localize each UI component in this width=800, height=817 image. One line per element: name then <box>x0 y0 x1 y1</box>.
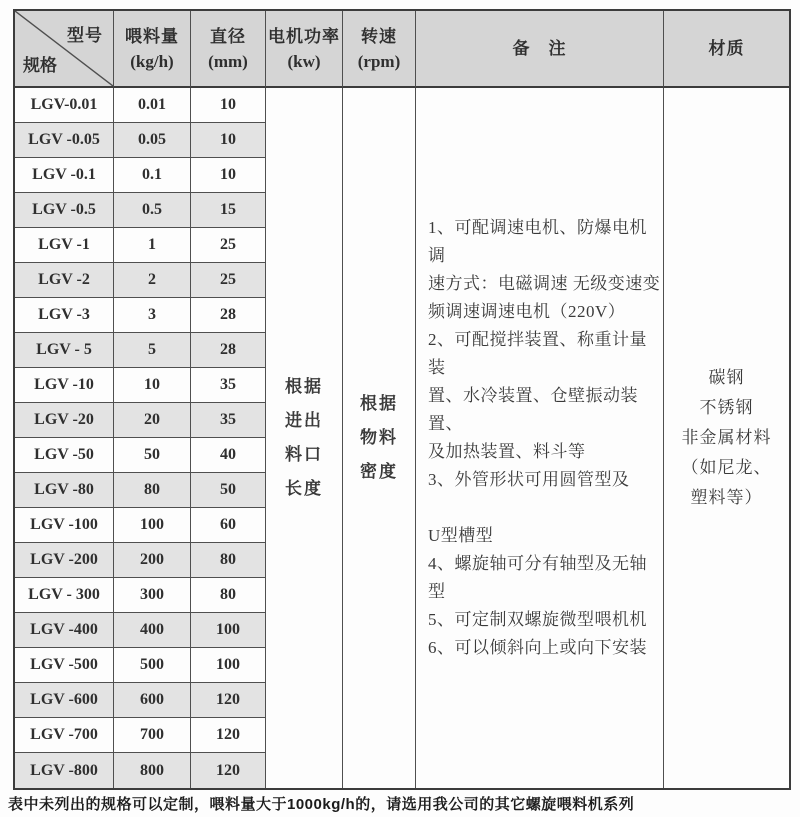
motor-power-note-line: 长度 <box>285 479 323 498</box>
model-cell: LGV -3 <box>15 298 114 333</box>
header-material <box>664 11 789 88</box>
remarks-line: 置、水冷装置、仓壁振动装置、 <box>428 386 638 433</box>
model-cell: LGV -0.5 <box>15 193 114 228</box>
remarks-line: 5、可定制双螺旋微型喂机机 <box>428 610 647 629</box>
speed-note-cell <box>343 88 416 788</box>
speed-note-line: 密度 <box>360 462 398 481</box>
diameter-cell: 10 <box>191 158 266 193</box>
model-cell: LGV -400 <box>15 613 114 648</box>
diameter-cell: 10 <box>191 88 266 123</box>
header-speed <box>343 11 416 88</box>
diameter-cell: 10 <box>191 123 266 158</box>
material-line: 非金属材料 <box>681 428 772 447</box>
remarks-line: 1、可配调速电机、防爆电机调 <box>428 218 647 265</box>
material-line: （如尼龙、 <box>681 458 772 477</box>
model-cell: LGV -50 <box>15 438 114 473</box>
header-diameter-label: 直径 <box>210 26 246 46</box>
spec-table <box>13 9 791 790</box>
diameter-cell: 80 <box>191 543 266 578</box>
remarks-line: 型 <box>428 582 446 601</box>
feed-rate-cell: 200 <box>114 543 191 578</box>
model-cell: LGV -20 <box>15 403 114 438</box>
model-cell: LGV -700 <box>15 718 114 753</box>
header-speed-unit: (rpm) <box>357 51 401 71</box>
feed-rate-cell: 300 <box>114 578 191 613</box>
footer-note: 表中未列出的规格可以定制，喂料量大于1000kg/h的，请选用我公司的其它螺旋喂料机系列 <box>8 796 635 813</box>
material-line: 塑料等） <box>690 488 763 507</box>
feed-rate-cell: 2 <box>114 263 191 298</box>
motor-power-note-cell <box>266 88 343 788</box>
header-motor-power <box>266 11 343 88</box>
feed-rate-cell: 0.01 <box>114 88 191 123</box>
model-cell: LGV - 300 <box>15 578 114 613</box>
diameter-cell: 80 <box>191 578 266 613</box>
model-cell: LGV -100 <box>15 508 114 543</box>
feed-rate-cell: 800 <box>114 753 191 788</box>
model-cell: LGV -10 <box>15 368 114 403</box>
model-cell: LGV -200 <box>15 543 114 578</box>
diameter-cell: 35 <box>191 368 266 403</box>
speed-note-line: 物料 <box>360 428 398 447</box>
header-diameter-unit: (mm) <box>208 51 248 71</box>
model-cell: LGV -600 <box>15 683 114 718</box>
remarks-line: 速方式：电磁调速 无级变速变 <box>428 274 661 293</box>
feed-rate-cell: 80 <box>114 473 191 508</box>
motor-power-note-line: 根据 <box>285 377 323 396</box>
header-feed-rate-label: 喂料量 <box>125 26 179 46</box>
diameter-cell: 35 <box>191 403 266 438</box>
model-cell: LGV -0.05 <box>15 123 114 158</box>
remarks-line: 频调速调速电机（220V） <box>428 302 626 321</box>
model-cell: LGV -500 <box>15 648 114 683</box>
remarks-cell <box>416 88 664 788</box>
diameter-cell: 25 <box>191 263 266 298</box>
diameter-cell: 28 <box>191 333 266 368</box>
remarks-line: 2、可配搅拌装置、称重计量装 <box>428 330 647 377</box>
feed-rate-cell: 700 <box>114 718 191 753</box>
feed-rate-cell: 3 <box>114 298 191 333</box>
remarks-line: U型槽型 <box>428 526 494 545</box>
feed-rate-cell: 20 <box>114 403 191 438</box>
remarks-line: 4、螺旋轴可分有轴型及无轴 <box>428 554 647 573</box>
corner-header-cell <box>15 11 114 88</box>
diameter-cell: 100 <box>191 648 266 683</box>
remarks-line: 3、外管形状可用圆管型及 <box>428 470 630 489</box>
header-speed-label: 转速 <box>361 26 397 46</box>
feed-rate-cell: 400 <box>114 613 191 648</box>
diameter-cell: 40 <box>191 438 266 473</box>
feed-rate-cell: 5 <box>114 333 191 368</box>
material-line: 不锈钢 <box>699 398 754 417</box>
model-cell: LGV -1 <box>15 228 114 263</box>
header-remarks-label: 备 注 <box>512 39 567 58</box>
motor-power-note-line: 进出 <box>285 411 323 430</box>
diameter-cell: 120 <box>191 753 266 788</box>
model-cell: LGV -800 <box>15 753 114 788</box>
model-cell: LGV -0.1 <box>15 158 114 193</box>
header-remarks <box>416 11 664 88</box>
feed-rate-cell: 10 <box>114 368 191 403</box>
model-cell: LGV-0.01 <box>15 88 114 123</box>
diameter-cell: 50 <box>191 473 266 508</box>
diameter-cell: 15 <box>191 193 266 228</box>
header-motor-power-unit: (kw) <box>287 51 321 71</box>
feed-rate-cell: 500 <box>114 648 191 683</box>
feed-rate-cell: 600 <box>114 683 191 718</box>
header-feed-rate <box>114 11 191 88</box>
speed-note-line: 根据 <box>360 394 398 413</box>
header-diameter <box>191 11 266 88</box>
diameter-cell: 28 <box>191 298 266 333</box>
header-material-label: 材质 <box>708 39 745 58</box>
header-feed-rate-unit: (kg/h) <box>130 51 174 71</box>
motor-power-note-line: 料口 <box>285 445 323 464</box>
feed-rate-cell: 0.5 <box>114 193 191 228</box>
feed-rate-cell: 0.05 <box>114 123 191 158</box>
diameter-cell: 60 <box>191 508 266 543</box>
feed-rate-cell: 0.1 <box>114 158 191 193</box>
material-cell <box>664 88 789 788</box>
feed-rate-cell: 50 <box>114 438 191 473</box>
material-line: 碳钢 <box>708 368 745 387</box>
model-cell: LGV - 5 <box>15 333 114 368</box>
corner-label-spec: 规格 <box>23 56 57 75</box>
feed-rate-cell: 100 <box>114 508 191 543</box>
remarks-line: 6、可以倾斜向上或向下安装 <box>428 638 647 657</box>
remarks-line: 及加热装置、料斗等 <box>428 442 586 461</box>
model-cell: LGV -80 <box>15 473 114 508</box>
diameter-cell: 100 <box>191 613 266 648</box>
diameter-cell: 120 <box>191 683 266 718</box>
diameter-cell: 120 <box>191 718 266 753</box>
model-cell: LGV -2 <box>15 263 114 298</box>
corner-label-model: 型号 <box>67 26 103 45</box>
header-motor-power-label: 电机功率 <box>268 26 340 46</box>
diameter-cell: 25 <box>191 228 266 263</box>
feed-rate-cell: 1 <box>114 228 191 263</box>
